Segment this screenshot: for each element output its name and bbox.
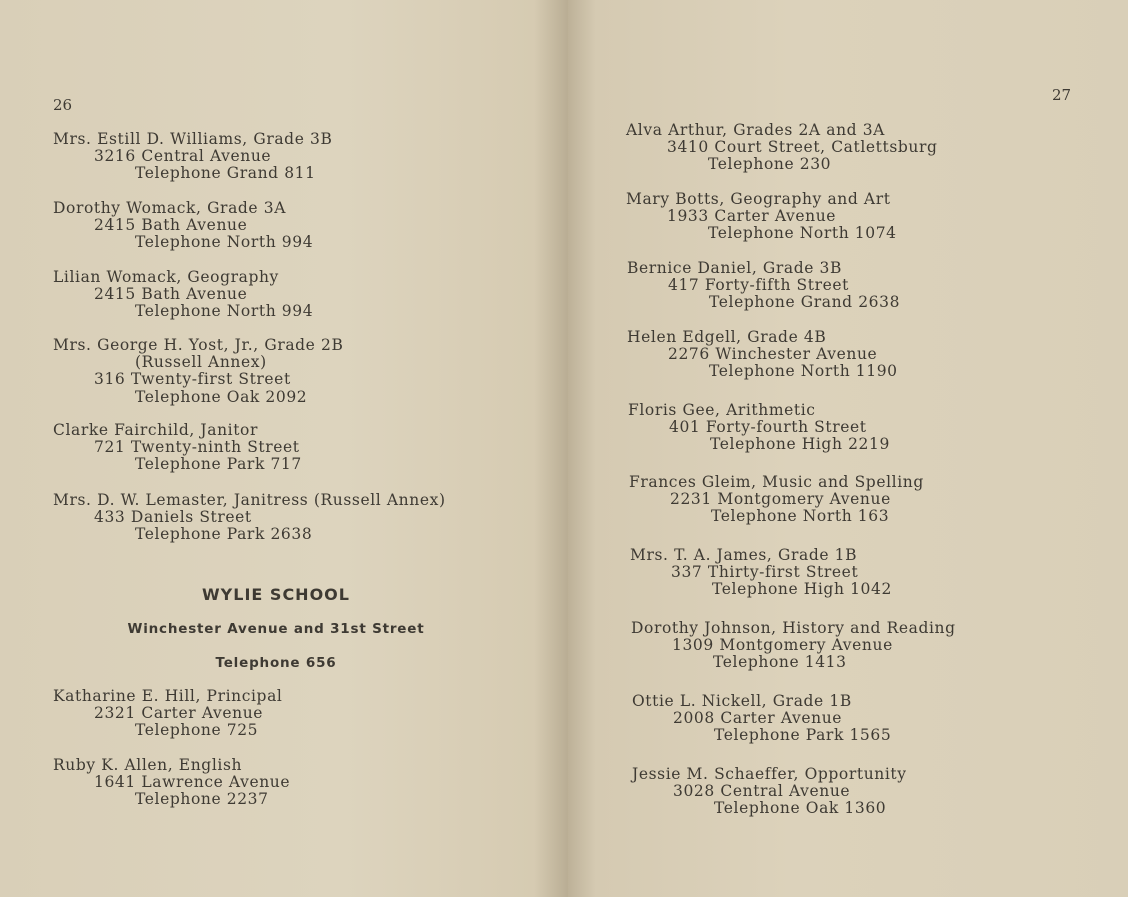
directory-entry [628,401,890,454]
entry-address: 3028 Central Avenue [673,782,851,801]
directory-entry [53,337,343,406]
directory-entry [53,421,302,474]
person-name: Mrs. Estill D. Williams, Grade 3B [53,130,333,148]
entry-address: 2415 Bath Avenue [94,285,248,304]
directory-entry [629,474,924,526]
entry-phone: Telephone Park 717 [135,455,302,474]
entry-phone: Telephone Park 2638 [135,525,313,544]
person-name: Mrs. T. A. James, Grade 1B [630,546,858,564]
person-name: Mrs. George H. Yost, Jr., Grade 2B [53,336,344,354]
directory-entry [53,199,314,252]
directory-entry [632,766,907,818]
directory-entry [631,620,956,672]
person-name: Lilian Womack, Geography [53,268,279,286]
directory-entry [626,121,938,174]
entry-phone: Telephone Oak 1360 [714,799,887,818]
directory-entry [626,190,897,243]
school-name: WYLIE SCHOOL [202,585,350,604]
entry-address: 316 Twenty-first Street [94,370,291,389]
person-name: Dorothy Womack, Grade 3A [53,199,286,217]
entry-phone: Telephone Park 1565 [714,726,892,745]
directory-entry [53,268,314,321]
directory-entry [627,259,901,312]
entry-address: 337 Thirty-first Street [671,563,859,582]
entry-phone: Telephone 2237 [135,790,269,809]
entry-address: 3410 Court Street, Catlettsburg [667,138,938,157]
person-name: Floris Gee, Arithmetic [628,401,816,419]
entry-address: 417 Forty-fifth Street [668,276,849,295]
entry-address: 1933 Carter Avenue [667,207,837,226]
person-name: Katharine E. Hill, Principal [53,687,283,705]
entry-address: 3216 Central Avenue [94,147,272,166]
entry-address: 2231 Montgomery Avenue [670,490,891,509]
entry-address: 2008 Carter Avenue [673,709,843,728]
entry-phone: Telephone 230 [708,155,832,174]
entry-note: (Russell Annex) [135,353,267,372]
person-name: Helen Edgell, Grade 4B [627,328,827,346]
right-page [568,0,1128,897]
entry-address: 401 Forty-fourth Street [669,418,867,437]
directory-entry [632,692,892,745]
entry-phone: Telephone North 1074 [708,224,897,243]
person-name: Ottie L. Nickell, Grade 1B [632,692,852,710]
person-name: Jessie M. Schaeffer, Opportunity [632,765,907,783]
page-number: 27 [1052,86,1072,104]
entry-phone: Telephone High 1042 [712,580,892,599]
directory-entry [53,492,446,544]
entry-phone: Telephone North 1190 [709,362,898,381]
entry-phone: Telephone 725 [135,721,259,740]
person-name: Clarke Fairchild, Janitor [53,421,258,439]
entry-phone: Telephone 1413 [713,653,847,672]
directory-entry [630,546,892,599]
entry-phone: Telephone Grand 811 [135,164,316,183]
school-phone: Telephone 656 [215,655,337,671]
directory-entry [53,131,332,183]
person-name: Frances Gleim, Music and Spelling [629,473,924,491]
entry-phone: Telephone Oak 2092 [135,387,308,406]
entry-phone: Telephone High 2219 [710,435,890,454]
page-number: 26 [53,96,73,114]
entry-phone: Telephone North 994 [135,233,314,252]
entry-address: 433 Daniels Street [94,508,252,527]
person-name: Mary Botts, Geography and Art [626,190,891,208]
person-name: Ruby K. Allen, English [53,756,243,774]
person-name: Bernice Daniel, Grade 3B [627,259,842,277]
entry-phone: Telephone North 163 [711,507,890,526]
person-name: Alva Arthur, Grades 2A and 3A [626,121,885,139]
entry-address: 1309 Montgomery Avenue [672,636,893,655]
entry-address: 2415 Bath Avenue [94,216,248,235]
person-name: Mrs. D. W. Lemaster, Janitress (Russell Annex) [53,491,446,509]
entry-phone: Telephone North 994 [135,302,314,321]
entry-address: 2276 Winchester Avenue [668,345,878,364]
directory-entry [627,328,898,381]
directory-entry [53,688,282,740]
school-address: Winchester Avenue and 31st Street [127,621,425,637]
entry-address: 721 Twenty-ninth Street [94,438,300,457]
entry-address: 1641 Lawrence Avenue [94,773,291,792]
entry-phone: Telephone Grand 2638 [709,293,901,312]
person-name: Dorothy Johnson, History and Reading [631,619,956,637]
directory-entry [53,756,291,809]
entry-address: 2321 Carter Avenue [94,704,264,723]
